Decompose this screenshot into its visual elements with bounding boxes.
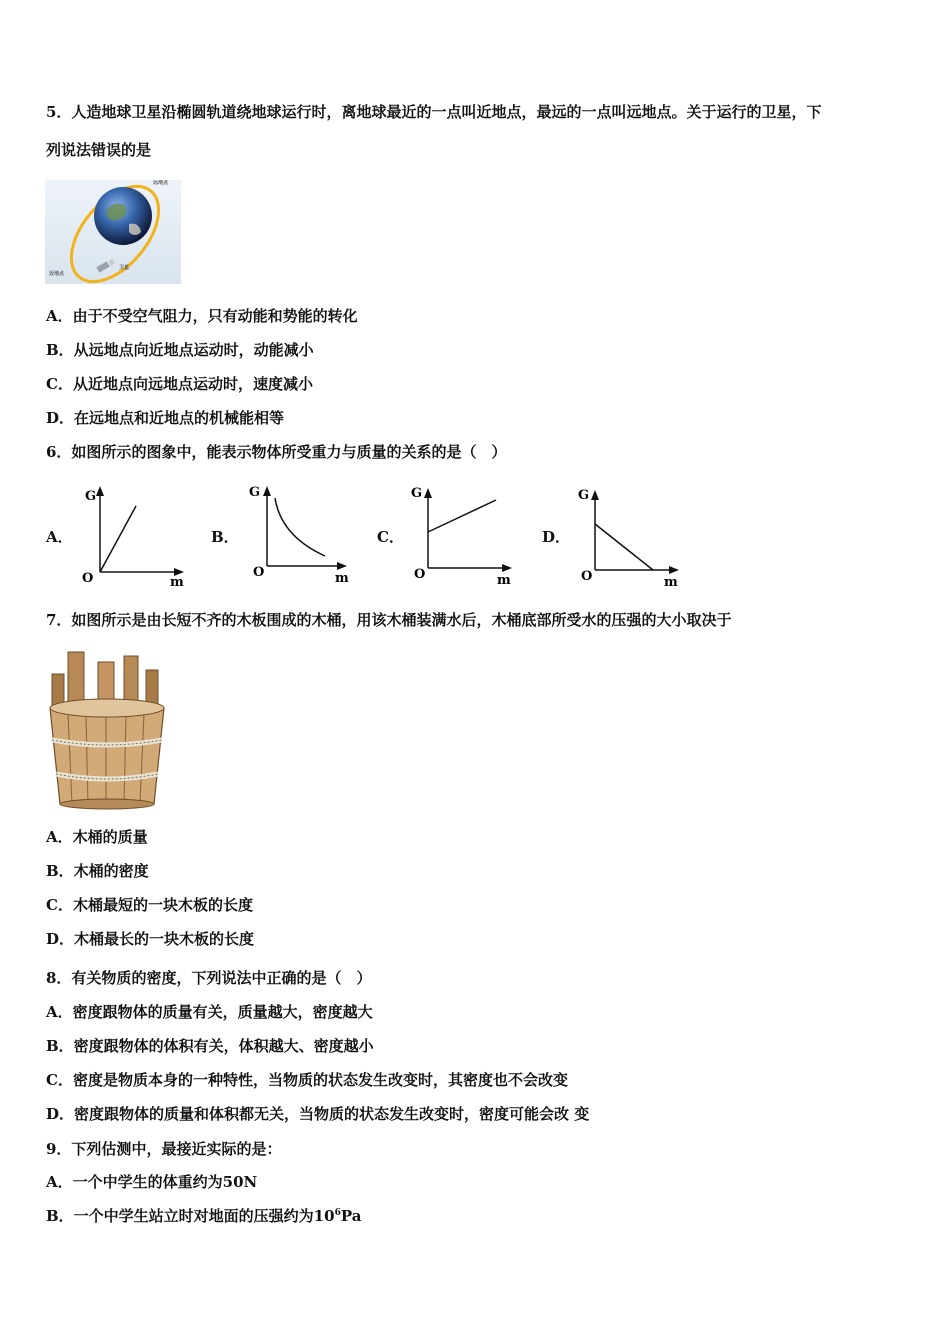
y-axis-label: G: [411, 486, 423, 501]
q7-stem: 7．如图所示是由长短不齐的木板围成的木桶，用该木桶装满水后，木桶底部所受水的压强的大小取决于: [46, 611, 732, 629]
q7-option-b: B．木桶的密度: [46, 862, 149, 880]
bucket-body: [50, 708, 164, 804]
q6-graph-c: [408, 482, 518, 587]
x-axis-label: m: [664, 575, 678, 589]
bucket-rim: [50, 699, 164, 717]
q8-option-a: A．密度跟物体的质量有关，质量越大，密度越大: [46, 1003, 373, 1021]
satellite-orbit-figure: [45, 180, 181, 284]
origin-label: O: [82, 571, 94, 586]
q9-option-b: [46, 1206, 361, 1226]
graph-line: [595, 524, 653, 570]
near-point-label: 近地点: [49, 271, 65, 277]
q8-stem: 8．有关物质的密度，下列说法中正确的是（ ）: [46, 969, 372, 987]
far-point-label: 远地点: [153, 180, 169, 186]
x-arrow: [502, 564, 512, 572]
y-arrow: [591, 490, 599, 500]
q8-option-c: C．密度是物质本身的一种特性，当物质的状态发生改变时，其密度也不会改变: [46, 1071, 568, 1089]
y-arrow: [263, 486, 271, 496]
graph-line: [100, 506, 136, 572]
q5-option-c: C．从近地点向远地点运动时，速度减小: [46, 375, 313, 393]
x-axis-label: m: [170, 575, 184, 589]
x-axis-label: m: [497, 573, 511, 587]
q5-stem-line1: 5．人造地球卫星沿椭圆轨道绕地球运行时，离地球最近的一点叫近地点，最远的一点叫远地点。关于运行的卫星，下: [46, 103, 822, 121]
bucket-base: [60, 799, 154, 809]
q7-option-a: A．木桶的质量: [46, 828, 148, 846]
q6-graph-a: [80, 484, 190, 589]
q7-option-c: C．木桶最短的一块木板的长度: [46, 896, 253, 914]
q6-graph-d: [575, 484, 685, 589]
y-axis-label: G: [85, 489, 97, 504]
graph-curve: [275, 498, 325, 556]
wooden-bucket-figure: [46, 648, 168, 810]
q8-option-b: B．密度跟物体的体积有关，体积越大、密度越小: [46, 1037, 374, 1055]
q6-graph-c-label: C．: [377, 528, 404, 546]
q5-option-b: B．从远地点向近地点运动时，动能减小: [46, 341, 314, 359]
origin-label: O: [581, 569, 593, 584]
graph-line: [428, 500, 496, 532]
q6-graph-d-label: D．: [542, 528, 571, 546]
satellite-label: 卫星: [119, 265, 130, 271]
origin-label: O: [253, 565, 265, 580]
q7-option-d: D．木桶最长的一块木板的长度: [46, 930, 255, 948]
y-axis-label: G: [578, 488, 590, 503]
y-arrow: [96, 486, 104, 496]
q5-option-a: A．由于不受空气阻力，只有动能和势能的转化: [46, 307, 358, 325]
q6-graph-a-label: A．: [46, 528, 73, 546]
q6-graph-b: [245, 480, 355, 585]
q9-option-b-text: B．一个中学生站立时对地面的压强约为10: [46, 1207, 335, 1225]
x-arrow: [337, 562, 347, 570]
y-arrow: [424, 488, 432, 498]
q6-stem: 6．如图所示的图象中，能表示物体所受重力与质量的关系的是（ ）: [46, 443, 507, 461]
q9-option-b-exponent: 6: [334, 1208, 341, 1218]
q9-stem: 9．下列估测中，最接近实际的是：: [46, 1140, 282, 1158]
x-axis-label: m: [335, 571, 349, 585]
q9-option-b-unit: Pa: [340, 1207, 362, 1225]
q9-option-a: A．一个中学生的体重约为50N: [46, 1173, 258, 1191]
q6-graph-b-label: B．: [211, 528, 239, 546]
q5-stem-line2: 列说法错误的是: [46, 141, 152, 159]
q5-option-d: D．在远地点和近地点的机械能相等: [46, 409, 285, 427]
y-axis-label: G: [249, 485, 261, 500]
x-arrow: [669, 566, 679, 574]
q8-option-d: D．密度跟物体的质量和体积都无关，当物质的状态发生改变时，密度可能会改 变: [46, 1105, 590, 1123]
origin-label: O: [414, 567, 426, 582]
